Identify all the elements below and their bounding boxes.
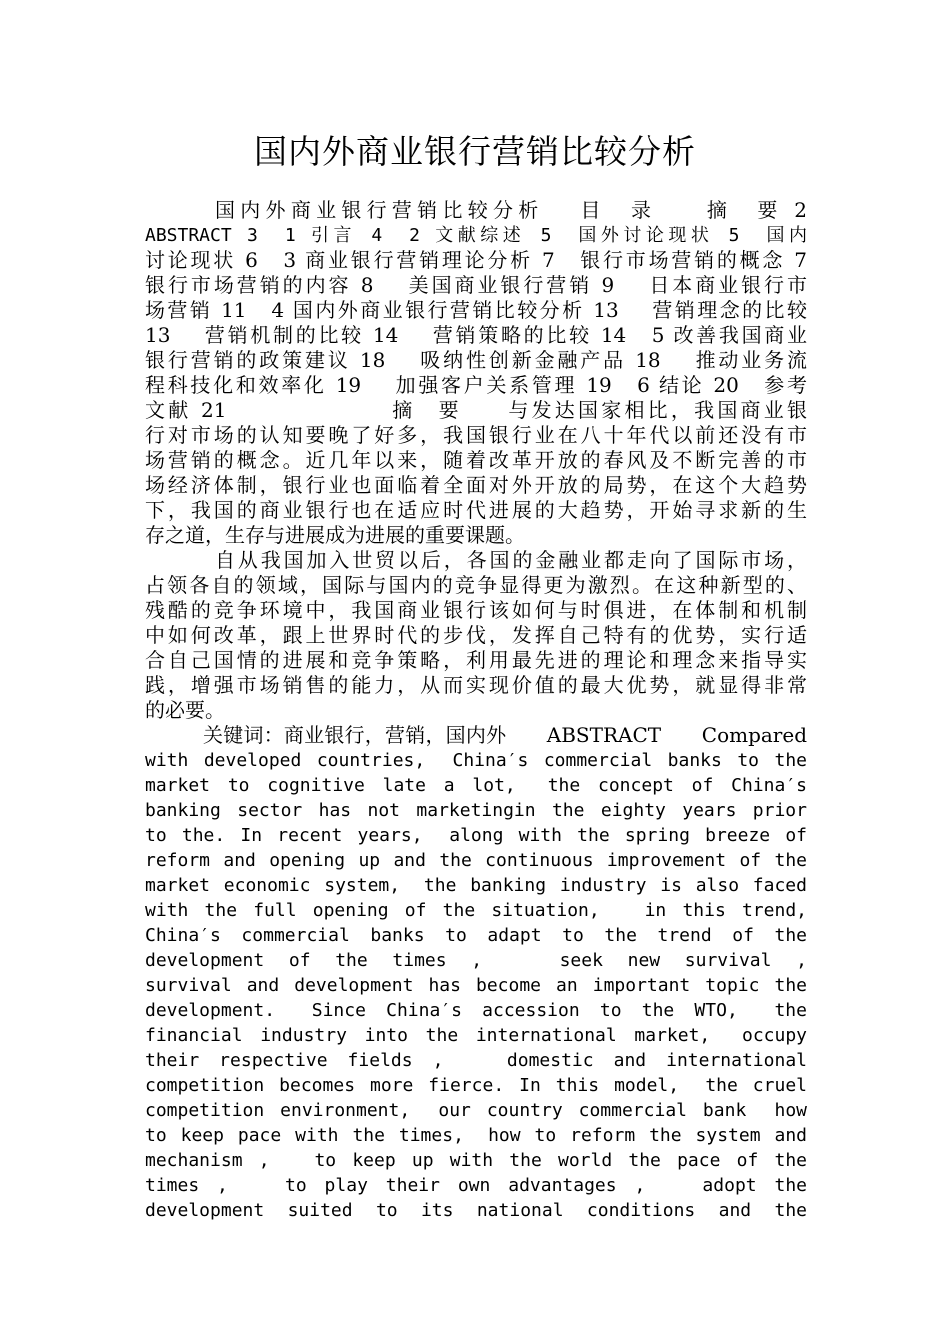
text-line: market to cognitive late a lot, the concept of China′s	[145, 775, 807, 796]
text-line: 占领各自的领域，国际与国内的竞争显得更为激烈。在这种新型的、	[145, 573, 807, 597]
text-line: banking sector has not marketingin the eighty years prior	[145, 800, 807, 821]
text-line: with developed countries, China′s commercial banks to the	[145, 750, 807, 771]
text-line: with the full opening of the situation, in this trend,	[145, 900, 807, 921]
text-line: competition becomes more fierce. In this model, the cruel	[145, 1075, 807, 1096]
text-line: 自从我国加入世贸以后，各国的金融业都走向了国际市场，	[215, 548, 807, 572]
text-line: to the. In recent years, along with the spring breeze of	[145, 825, 807, 846]
text-line: times , to play their own advantages , adopt the	[145, 1175, 807, 1196]
text-line: 行对市场的认知要晚了好多，我国银行业在八十年代以前还没有市	[145, 423, 807, 447]
text-line: their respective fields , domestic and international	[145, 1050, 807, 1071]
text-line: ABSTRACT 3 1 引言 4 2 文献综述 5 国外讨论现状 5 国内	[145, 225, 807, 246]
text-line: 国内外商业银行营销比较分析 目 录 摘 要 2	[215, 198, 807, 222]
text-line: financial industry into the international market, occupy	[145, 1025, 807, 1046]
text-line: market economic system, the banking industry is also faced	[145, 875, 807, 896]
text-line: 的必要。	[145, 698, 225, 722]
text-line: survival and development has become an important topic the	[145, 975, 807, 996]
text-line: mechanism , to keep up with the world the pace of the	[145, 1150, 807, 1171]
text-line: competition environment, our country commercial bank how	[145, 1100, 807, 1121]
document-title: 国内外商业银行营销比较分析	[254, 132, 696, 171]
text-line: China′s commercial banks to adapt to the trend of the	[145, 925, 807, 946]
text-line: 文献 21 摘 要 与发达国家相比，我国商业银	[145, 398, 807, 422]
text-line: development. Since China′s accession to the WTO, the	[145, 1000, 807, 1021]
document-body	[145, 198, 807, 1223]
text-line: development of the times , seek new survival ,	[145, 950, 807, 971]
text-line: 场营销 11 4 国内外商业银行营销比较分析 13 营销理念的比较	[145, 298, 807, 322]
text-line: to keep pace with the times, how to reform the system and	[145, 1125, 807, 1146]
text-line: 场经济体制，银行业也面临着全面对外开放的局势，在这个大趋势	[145, 473, 807, 497]
text-line: 中如何改革，跟上世界时代的步伐，发挥自己特有的优势，实行适	[145, 623, 807, 647]
text-line: 场营销的概念。近几年以来，随着改革开放的春风及不断完善的市	[145, 448, 807, 472]
text-line: 13 营销机制的比较 14 营销策略的比较 14 5 改善我国商业	[145, 323, 807, 347]
text-line: 讨论现状 6 3 商业银行营销理论分析 7 银行市场营销的概念 7	[145, 248, 807, 272]
text-line: 合自己国情的进展和竞争策略，利用最先进的理论和理念来指导实	[145, 648, 807, 672]
text-line: 银行营销的政策建议 18 吸纳性创新金融产品 18 推动业务流	[145, 348, 807, 372]
text-line: 下，我国的商业银行也在适应时代进展的大趋势，开始寻求新的生	[145, 498, 807, 522]
text-line: 银行市场营销的内容 8 美国商业银行营销 9 日本商业银行市	[145, 273, 807, 297]
text-line: 存之道，生存与进展成为进展的重要课题。	[145, 523, 525, 547]
text-line: 残酷的竞争环境中，我国商业银行该如何与时俱进，在体制和机制	[145, 598, 807, 622]
text-line: reform and opening up and the continuous improvement of the	[145, 850, 807, 871]
text-line: development suited to its national conditions and the	[145, 1200, 807, 1221]
text-line: 践，增强市场销售的能力，从而实现价值的最大优势，就显得非常	[145, 673, 807, 697]
text-line: 程科技化和效率化 19 加强客户关系管理 19 6 结论 20 参考	[145, 373, 807, 397]
text-line: 关键词：商业银行，营销，国内外 ABSTRACT Compared	[203, 723, 807, 747]
